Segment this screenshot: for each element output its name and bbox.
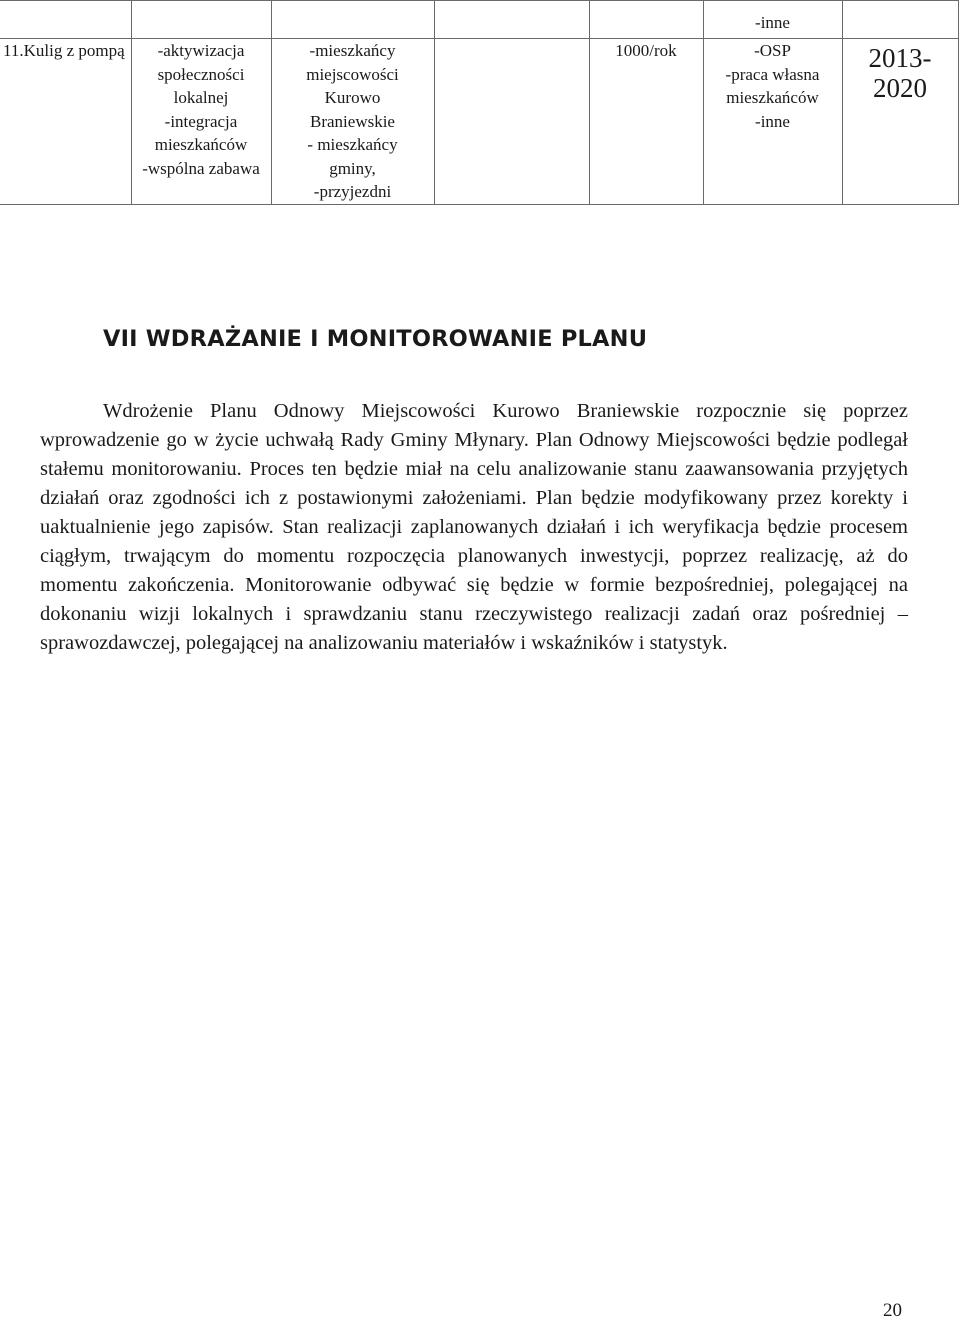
- cell-empty: [589, 1, 703, 39]
- cell-empty: [131, 1, 271, 39]
- cell-blank: [434, 39, 589, 205]
- cell-empty: [271, 1, 434, 39]
- cell-sources: -OSP -praca własna mieszkańców -inne: [703, 39, 842, 205]
- action-plan-table: [0, 0, 959, 205]
- table-row: [0, 39, 958, 205]
- cell-task: 11.Kulig z pompą: [0, 39, 131, 205]
- cell-empty: [0, 1, 131, 39]
- section-heading: VII WDRAŻANIE I MONITOROWANIE PLANU: [103, 326, 648, 352]
- cell-years: 2013- 2020: [842, 39, 958, 205]
- cell-cost: 1000/rok: [589, 39, 703, 205]
- cell-beneficiaries: -mieszkańcy miejscowości Kurowo Braniewskie - mieszkańcy gminy, -przyjezdni: [271, 39, 434, 205]
- section-paragraph: Wdrożenie Planu Odnowy Miejscowości Kurowo Braniewskie rozpocznie się poprzez wprowadzenie go w życie uchwałą Rady Gminy Młynary. Plan Odnowy Miejscowości będzie podlegał stałemu monitorowaniu. Proces ten będzie miał na celu analizowanie stanu zaawansowania przyjętych działań oraz zgodności ich z postawionymi założeniami. Plan będzie modyfikowany przez korekty i uaktualnienie jego zapisów. Stan realizacji zaplanowanych działań i ich weryfikacja będzie procesem ciągłym, trwającym do momentu rozpoczęcia planowanych inwestycji, poprzez realizację, aż do momentu zakończenia. Monitorowanie odbywać się będzie w formie bezpośredniej, polegającej na dokonaniu wizji lokalnych i sprawdzaniu stanu rzeczywistego realizacji zadań oraz pośredniej – sprawozdawczej, polegającej na analizowaniu materiałów i wskaźników i statystyk.: [40, 400, 908, 654]
- page-number: 20: [883, 1300, 902, 1321]
- cell-sources-continued: -inne: [703, 1, 842, 39]
- cell-goals: -aktywizacja społeczności lokalnej -integracja mieszkańców -wspólna zabawa: [131, 39, 271, 205]
- cell-empty: [842, 1, 958, 39]
- table-row-top: [0, 1, 958, 39]
- cell-empty: [434, 1, 589, 39]
